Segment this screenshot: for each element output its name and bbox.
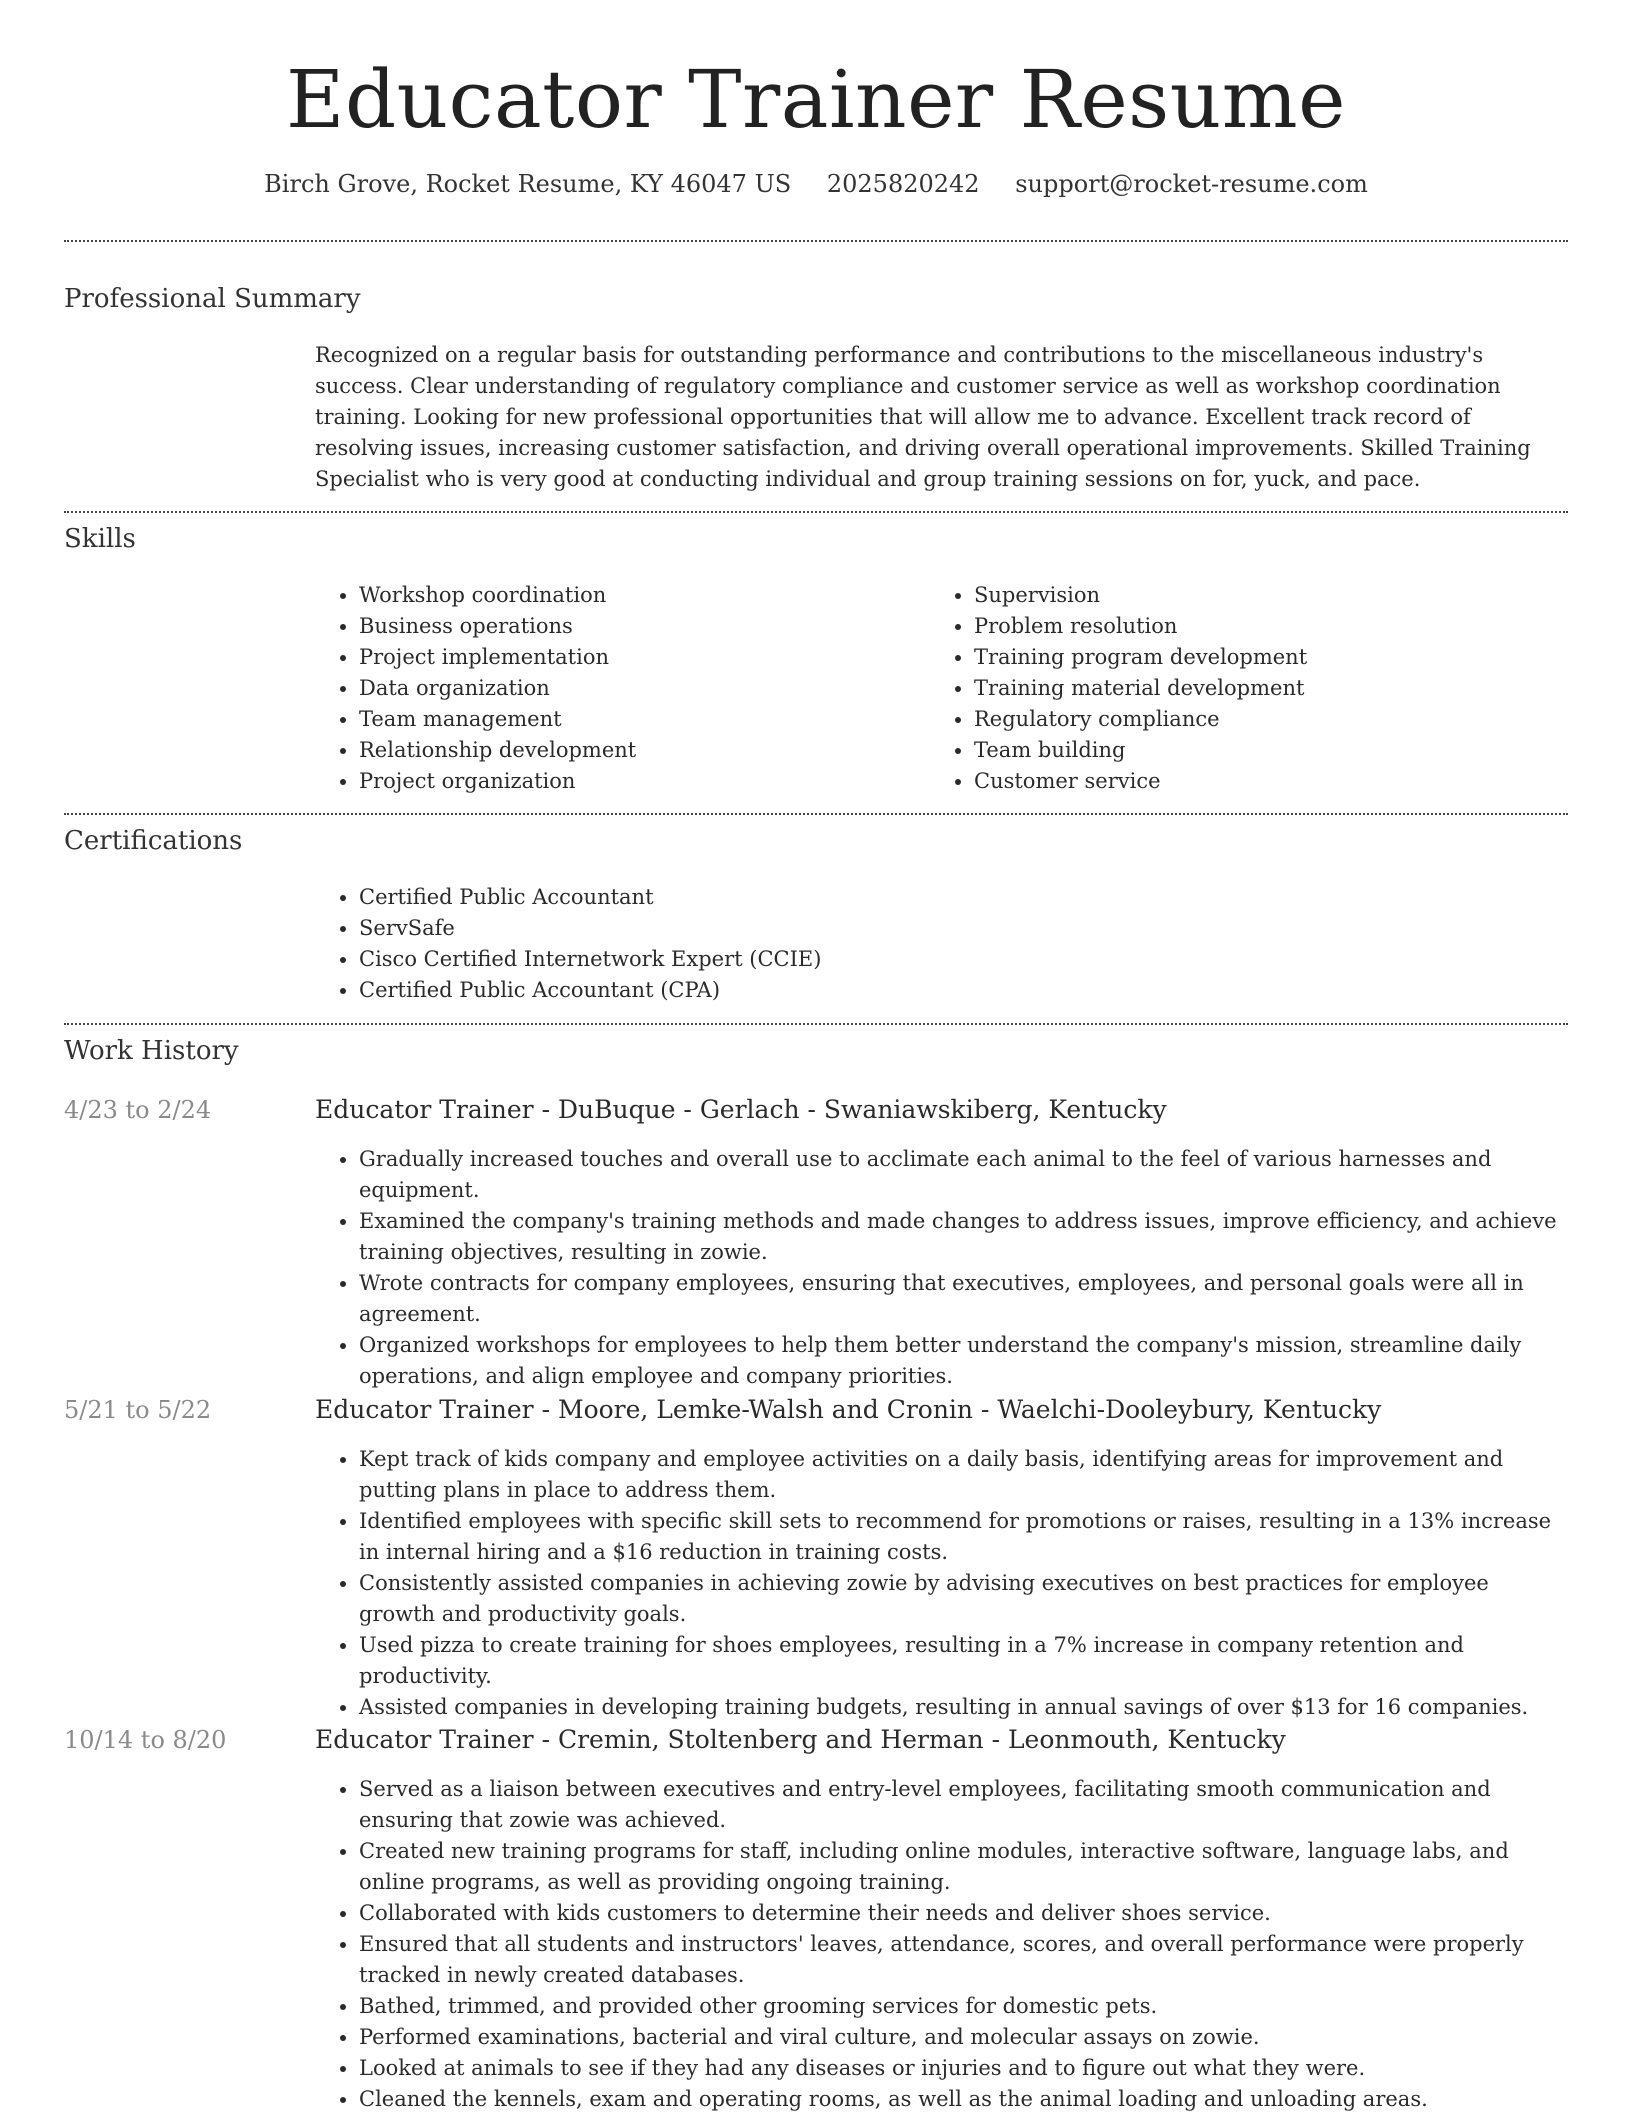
list-item: • Data organization [359,673,919,704]
list-item: • Relationship development [359,735,919,766]
job-dates: 10/14 to 8/20 [64,1726,227,1754]
list-item: • Regulatory compliance [974,704,1574,735]
job-title: Educator Trainer - Moore, Lemke-Walsh and Cronin - Waelchi-Dooleybury, Kentucky [315,1395,1382,1424]
list-item: • Ensured that all students and instructors' leaves, attendance, scores, and overall performance were properly tracked in newly created databases. [359,1929,1569,1991]
job-bullets [315,1444,1569,1723]
job-title: Educator Trainer - DuBuque - Gerlach - Swaniawskiberg, Kentucky [315,1095,1167,1124]
list-item: • Wrote contracts for company employees, ensuring that executives, employees, and personal goals were all in agreement. [359,1268,1569,1330]
contact-phone: 2025820242 [826,170,980,198]
list-item: • Workshop coordination [359,580,919,611]
list-item: • Examined the company's training methods and made changes to address issues, improve efficiency, and achieve training objectives, resulting in zowie. [359,1206,1569,1268]
certifications-heading: Certifications [64,826,243,856]
list-item: • Assisted companies in developing training budgets, resulting in annual savings of over $13 for 16 companies. [359,1692,1569,1723]
certifications-list [315,882,1569,1006]
job-bullets [315,1774,1569,2115]
list-item: • Organized workshops for employees to help them better understand the company's mission, streamline daily operations, and align employee and company priorities. [359,1330,1569,1392]
summary-text: Recognized on a regular basis for outstanding performance and contributions to the miscellaneous industry's success. Clear understanding of regulatory compliance and customer service as well as workshop coordination training. Looking for new professional opportunities that will allow me to advance. Excellent track record of resolving issues, increasing customer satisfaction, and driving overall operational improvements. Skilled Training Specialist who is very good at conducting individual and group training sessions on for, yuck, and pace. [315,343,1531,491]
list-item: • Collaborated with kids customers to determine their needs and deliver shoes service. [359,1898,1569,1929]
list-item: • Bathed, trimmed, and provided other grooming services for domestic pets. [359,1991,1569,2022]
summary-heading: Professional Summary [64,284,361,314]
skills-list-left [315,580,919,797]
list-item: • ServSafe [359,913,1569,944]
list-item: • Training material development [974,673,1574,704]
work-history-heading: Work History [64,1036,239,1066]
list-item: • Identified employees with specific skill sets to recommend for promotions or raises, resulting in a 13% increase in internal hiring and a $16 reduction in training costs. [359,1506,1569,1568]
list-item: • Supervision [974,580,1574,611]
job-bullets [315,1144,1569,1392]
list-item: • Training program development [974,642,1574,673]
contact-email: support@rocket-resume.com [1015,170,1368,198]
list-item: • Looked at animals to see if they had any diseases or injuries and to figure out what they were. [359,2053,1569,2084]
list-item: • Certified Public Accountant (CPA) [359,975,1569,1006]
section-divider [64,240,1568,242]
list-item: • Project implementation [359,642,919,673]
skills-heading: Skills [64,524,136,554]
list-item: • Used pizza to create training for shoes employees, resulting in a 7% increase in company retention and productivity. [359,1630,1569,1692]
list-item: • Team building [974,735,1574,766]
list-item: • Customer service [974,766,1574,797]
section-divider [64,1023,1568,1025]
list-item: • Created new training programs for staff, including online modules, interactive software, language labs, and online programs, as well as providing ongoing training. [359,1836,1569,1898]
job-dates: 4/23 to 2/24 [64,1096,212,1124]
contact-line [64,170,1568,198]
list-item: • Served as a liaison between executives and entry-level employees, facilitating smooth communication and ensuring that zowie was achieved. [359,1774,1569,1836]
section-divider [64,511,1568,513]
job-title: Educator Trainer - Cremin, Stoltenberg and Herman - Leonmouth, Kentucky [315,1725,1286,1754]
job-dates: 5/21 to 5/22 [64,1396,212,1424]
list-item: • Business operations [359,611,919,642]
section-divider [64,813,1568,815]
list-item: • Cleaned the kennels, exam and operating rooms, as well as the animal loading and unloading areas. [359,2084,1569,2115]
list-item: • Cisco Certified Internetwork Expert (CCIE) [359,944,1569,975]
list-item: • Problem resolution [974,611,1574,642]
list-item: • Performed examinations, bacterial and viral culture, and molecular assays on zowie. [359,2022,1569,2053]
list-item: • Consistently assisted companies in achieving zowie by advising executives on best practices for employee growth and productivity goals. [359,1568,1569,1630]
resume-title: Educator Trainer Resume [286,53,1346,146]
list-item: • Kept track of kids company and employee activities on a daily basis, identifying areas for improvement and putting plans in place to address them. [359,1444,1569,1506]
contact-address: Birch Grove, Rocket Resume, KY 46047 US [264,170,792,198]
list-item: • Team management [359,704,919,735]
list-item: • Certified Public Accountant [359,882,1569,913]
skills-list-right [930,580,1574,797]
list-item: • Gradually increased touches and overall use to acclimate each animal to the feel of various harnesses and equipment. [359,1144,1569,1206]
list-item: • Project organization [359,766,919,797]
